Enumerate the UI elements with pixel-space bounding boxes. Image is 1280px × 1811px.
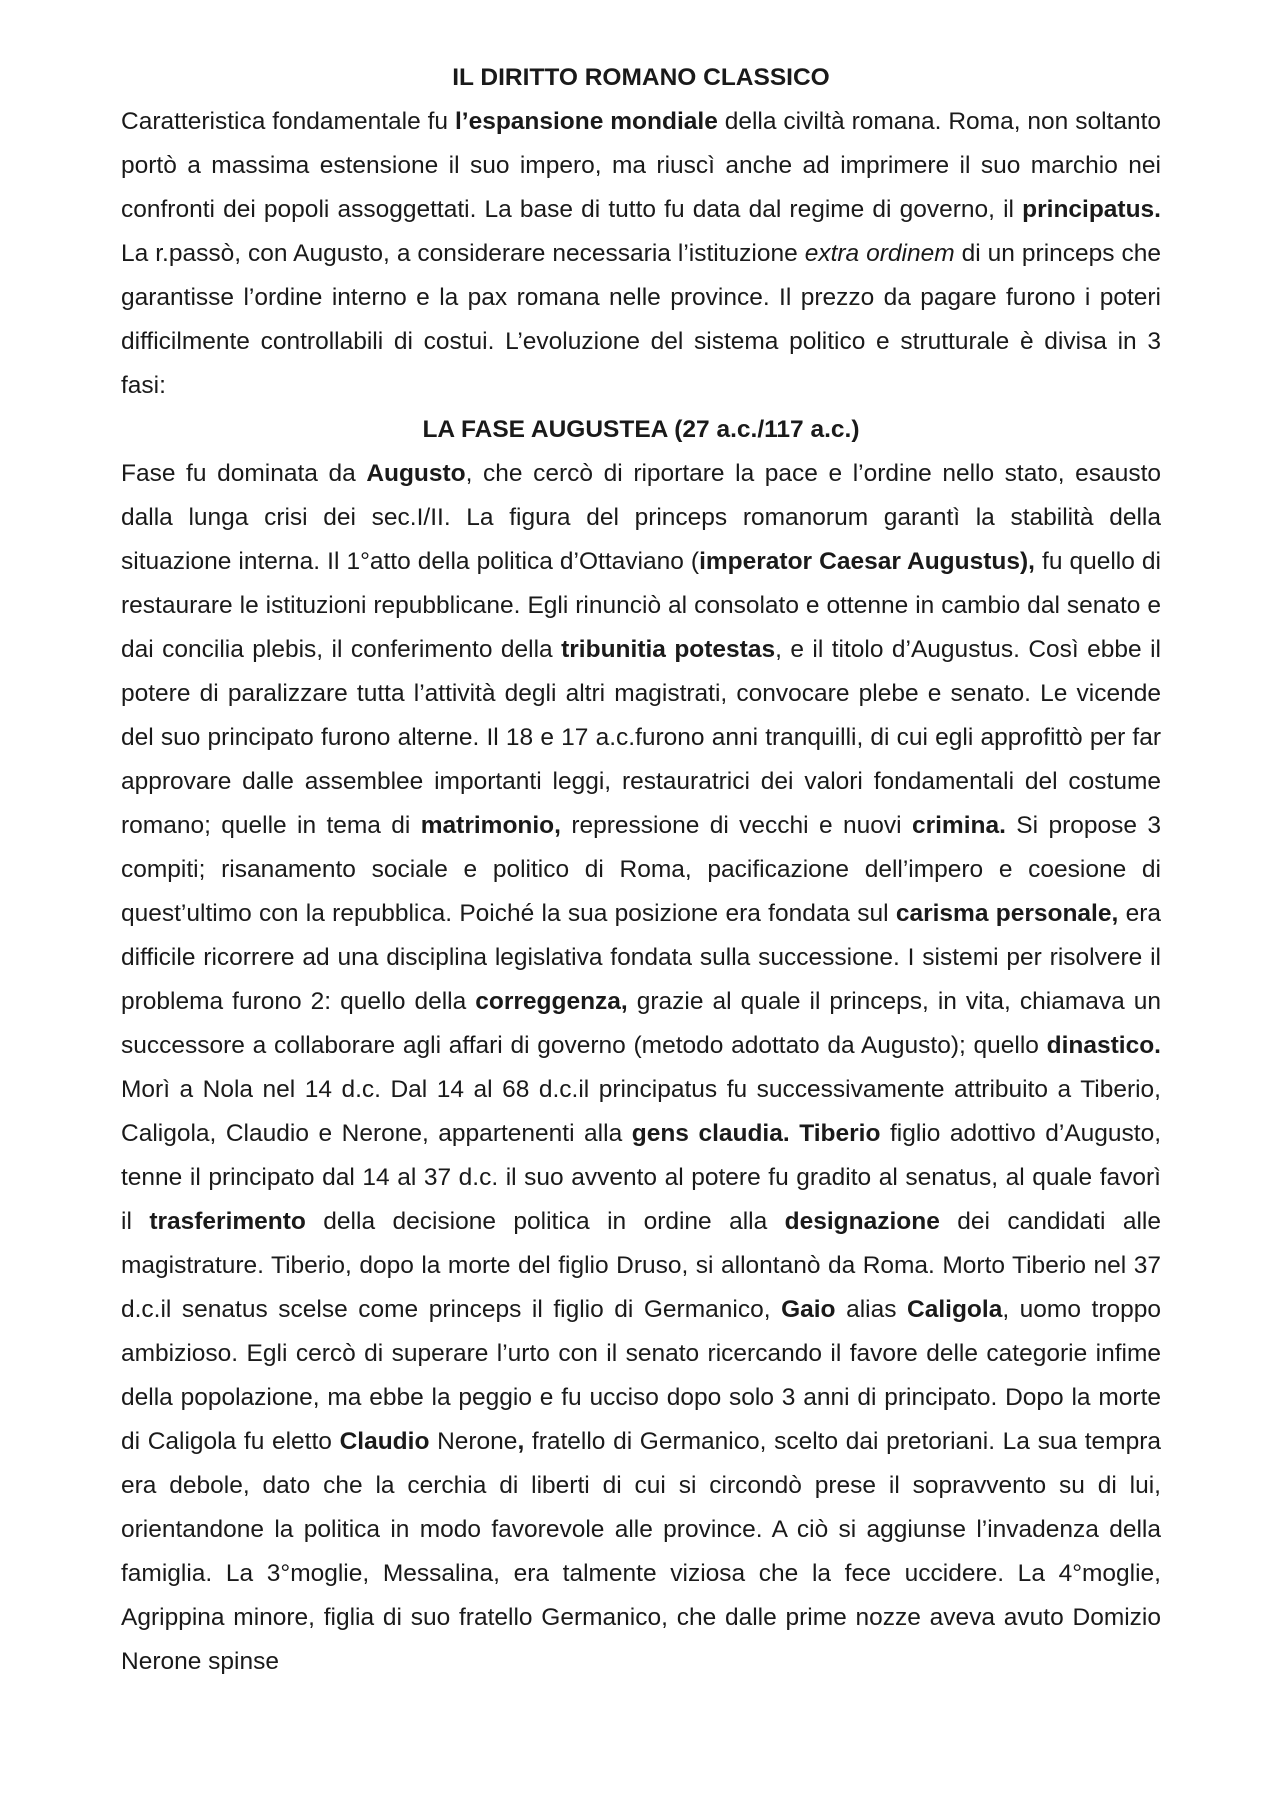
bold-term: Tiberio (799, 1120, 881, 1147)
intro-paragraph (121, 100, 1161, 408)
bold-term: matrimonio, (420, 812, 561, 839)
bold-term: Gaio (781, 1296, 836, 1323)
bold-term: imperator Caesar Augustus), (699, 548, 1035, 575)
text-run: della decisione politica in ordine alla (305, 1208, 785, 1235)
text-run: , uomo troppo ambizioso. Egli cercò di superare l’urto con il senato ricercando il favore delle categorie infime della popolazione, ma ebbe la peggio e fu ucciso dopo solo 3 anni di principato. Dopo la morte di Caligola fu eletto (121, 1296, 1161, 1455)
text-run: era difficile ricorrere ad una disciplina legislativa fondata sulla successione. I sistemi per risolvere il problema furono 2: quello della (121, 900, 1161, 1015)
bold-term: crimina. (911, 812, 1006, 839)
bold-term: correggenza, (475, 988, 628, 1015)
bold-term: principatus. (1022, 196, 1161, 223)
text-run: Nerone (429, 1428, 518, 1455)
body-paragraph (121, 452, 1161, 1684)
bold-term: trasferimento (149, 1208, 306, 1235)
text-run: dei candidati alle magistrature. Tiberio, dopo la morte del figlio Druso, si allontanò da Roma. Morto Tiberio nel 37 d.c.il senatus scelse come princeps il figlio di Germanico, (121, 1208, 1161, 1323)
text-run: , che cercò di riportare la pace e l’ordine nello stato, esausto dalla lunga crisi dei sec.I/II. La figura del princeps romanorum garantì la stabilità della situazione interna. Il 1°atto della politica d’Ottaviano ( (121, 460, 1161, 575)
italic-term: extra ordinem (804, 240, 955, 267)
text-run: Fase fu dominata da (121, 460, 367, 487)
bold-term: l’espansione mondiale (454, 108, 718, 135)
text-run: della civiltà romana. Roma, non soltanto portò a massima estensione il suo impero, ma riuscì anche ad imprimere il suo marchio nei confronti dei popoli assoggettati. La base di tutto fu data dal regime di governo, il (121, 108, 1162, 223)
text-run: fratello di Germanico, scelto dai pretoriani. La sua tempra era debole, dato che la cerchia di liberti di cui si circondò prese il sopravvento su di lui, orientandone la politica in modo favorevole alle province. A ciò si aggiunse l’invadenza della famiglia. La 3°moglie, Messalina, era talmente viziosa che la fece uccidere. La 4°moglie, Agrippina minore, figlia di suo fratello Germanico, che dalle prime nozze aveva avuto Domizio Nerone spinse (121, 1428, 1161, 1675)
text-run: La r.passò, con Augusto, a considerare necessaria l’istituzione (121, 240, 805, 267)
bold-term: tribunitia potestas (561, 636, 776, 663)
text-run: Caratteristica fondamentale fu (121, 108, 455, 135)
text-run: grazie al quale il princeps, in vita, chiamava un successore a collaborare agli affari di governo (metodo adottato da Augusto); quello (121, 988, 1161, 1059)
document-title: IL DIRITTO ROMANO CLASSICO (452, 64, 830, 91)
text-run: , e il titolo d’Augustus. Così ebbe il potere di paralizzare tutta l’attività degli altri magistrati, convocare plebe e senato. Le vicende del suo principato furono alterne. Il 18 e 17 a.c.furono anni tranquilli, di cui egli approfittò per far approvare dalle assemblee importanti leggi, restauratrici dei valori fondamentali del costume romano; quelle in tema di (121, 636, 1161, 839)
bold-term: , (517, 1428, 525, 1455)
text-run: repressione di vecchi e nuovi (560, 812, 912, 839)
bold-term: Claudio (339, 1428, 430, 1455)
text-run: Si propose 3 compiti; risanamento sociale e politico di Roma, pacificazione dell’impero e coesione di quest’ultimo con la repubblica. Poiché la sua posizione era fondata sul (121, 812, 1161, 927)
text-run: fu quello di restaurare le istituzioni repubblicane. Egli rinunciò al consolato e ottenne in cambio dal senato e dai concilia plebis, il conferimento della (121, 548, 1162, 663)
text-run: figlio adottivo d’Augusto, tenne il principato dal 14 al 37 d.c. il suo avvento al potere fu gradito al senatus, al quale favorì il (121, 1120, 1162, 1235)
bold-term: dinastico. (1046, 1032, 1161, 1059)
document-content (121, 56, 1161, 1684)
bold-term: gens claudia. (631, 1120, 790, 1147)
text-run: di un princeps che garantisse l’ordine interno e la pax romana nelle province. Il prezzo da pagare furono i poteri difficilmente controllabili di costui. L’evoluzione del sistema politico e strutturale è divisa in 3 fasi: (121, 240, 1161, 399)
text-run (790, 1120, 800, 1147)
bold-term: designazione (784, 1208, 940, 1235)
text-run: Morì a Nola nel 14 d.c. Dal 14 al 68 d.c.il principatus fu successivamente attribuito a Tiberio, Caligola, Claudio e Nerone, appartenenti alla (121, 1076, 1161, 1147)
text-run: alias (835, 1296, 908, 1323)
bold-term: Caligola (907, 1296, 1003, 1323)
bold-term: Augusto (366, 460, 466, 487)
bold-term: carisma personale, (895, 900, 1119, 927)
section-title: LA FASE AUGUSTEA (27 a.c./117 a.c.) (422, 416, 860, 443)
